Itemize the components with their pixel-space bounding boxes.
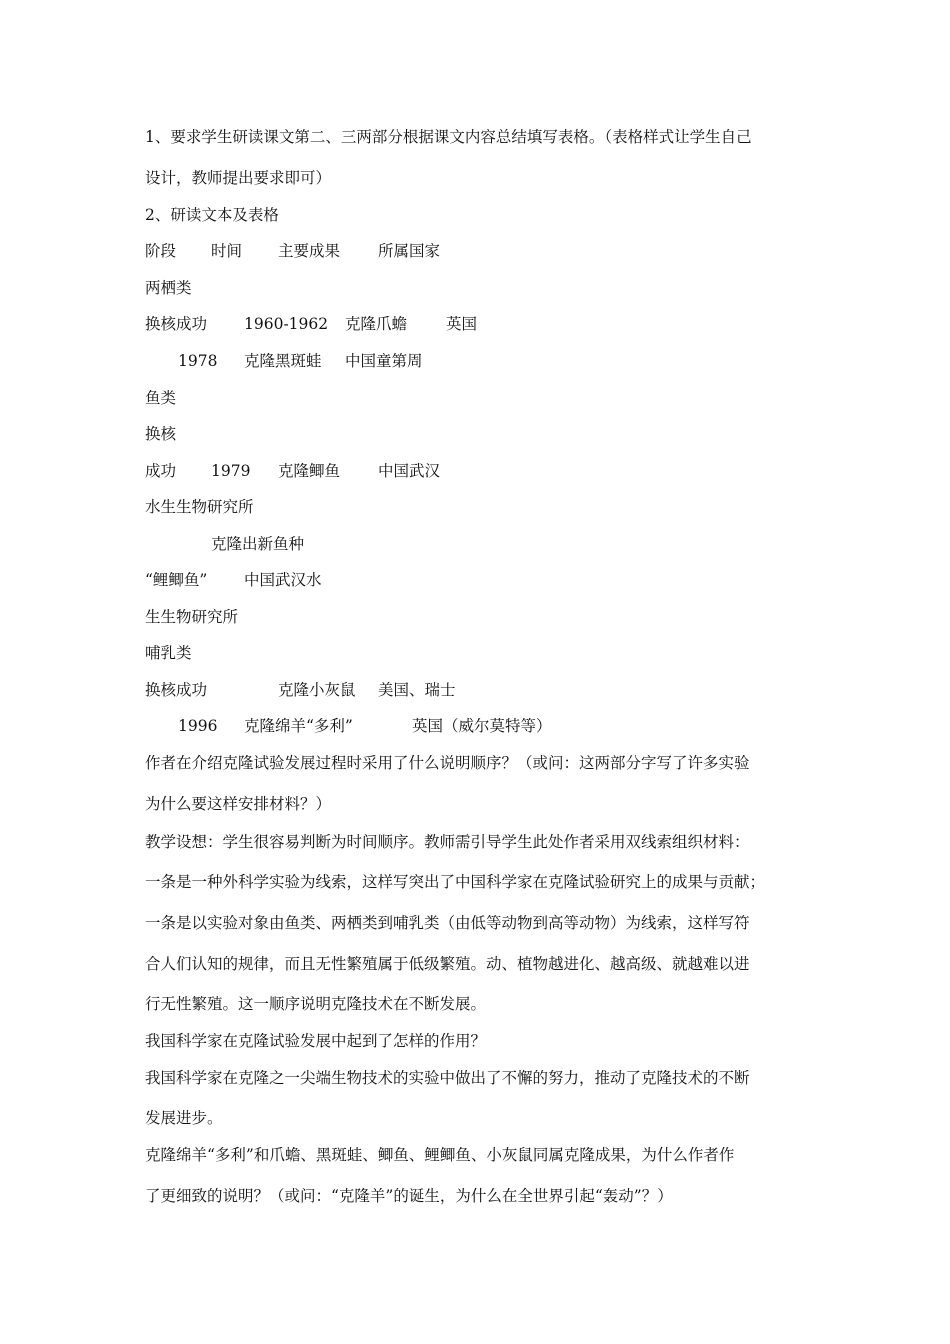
amphibian-stage: 换核成功 — [145, 315, 208, 333]
question-1-line-2: 为什么要这样安排材料？） — [145, 795, 332, 813]
mammal-row2-time: 1996 — [178, 717, 218, 735]
fish-row2-country: 中国武汉水 — [244, 571, 322, 589]
amphibian-row2-country: 中国童第周 — [345, 352, 423, 370]
fish-row2-result: 克隆出新鱼种 — [211, 535, 305, 553]
header-result: 主要成果 — [278, 242, 341, 260]
fish-stage-part2: 成功 — [145, 462, 177, 480]
amphibian-row2-time: 1978 — [178, 352, 218, 370]
teaching-idea-line-2: 一条是一种外科学实验为线索，这样写突出了中国科学家在克隆试验研究上的成果与贡献； — [145, 873, 766, 891]
answer-2-line-1: 我国科学家在克隆之一尖端生物技术的实验中做出了不懈的努力，推动了克隆技术的不断 — [145, 1069, 750, 1087]
fish-row2-result-cont: “鲤鲫鱼” — [145, 571, 208, 589]
fish-row1-result: 克隆鲫鱼 — [278, 462, 341, 480]
header-time: 时间 — [211, 242, 243, 260]
header-country: 所属国家 — [378, 242, 441, 260]
header-stage: 阶段 — [145, 242, 177, 260]
amphibian-row1-result: 克隆爪蟾 — [345, 315, 408, 333]
mammal-row2-result: 克隆绵羊“多利” — [244, 717, 353, 735]
instruction-line-2: 设计，教师提出要求即可） — [145, 169, 332, 187]
mammal-row1-result: 克隆小灰鼠 — [278, 681, 356, 699]
mammal-stage: 换核成功 — [145, 681, 208, 699]
question-3-line-2: 了更细致的说明？（或问：“克隆羊”的诞生，为什么在全世界引起“轰动”？） — [145, 1187, 673, 1205]
amphibian-row1-country: 英国 — [446, 315, 478, 333]
question-1-line-1: 作者在介绍克隆试验发展过程时采用了什么说明顺序？（或问：这两部分字写了许多实验 — [145, 754, 750, 772]
category-amphibian: 两栖类 — [145, 279, 192, 297]
question-3-line-1: 克隆绵羊“多利”和爪蟾、黑斑蛙、鲫鱼、鲤鲫鱼、小灰鼠同属克隆成果，为什么作者作 — [145, 1146, 735, 1164]
fish-row2-country-cont: 生生物研究所 — [145, 608, 239, 626]
amphibian-row2-result: 克隆黑斑蛙 — [244, 352, 322, 370]
instruction-line-1: 1、要求学生研读课文第二、三两部分根据课文内容总结填写表格。（表格样式让学生自己 — [145, 128, 752, 146]
fish-row1-country-cont: 水生生物研究所 — [145, 498, 254, 516]
answer-2-line-2: 发展进步。 — [145, 1109, 223, 1127]
category-mammal: 哺乳类 — [145, 644, 192, 662]
category-fish: 鱼类 — [145, 389, 177, 407]
fish-stage-part1: 换核 — [145, 425, 177, 443]
teaching-idea-line-4: 合人们认知的规律，而且无性繁殖属于低级繁殖。动、植物越进化、越高级、就越难以进 — [145, 955, 750, 973]
section-title: 2、研读文本及表格 — [145, 206, 279, 224]
fish-row1-time: 1979 — [211, 462, 251, 480]
question-2: 我国科学家在克隆试验发展中起到了怎样的作用？ — [145, 1032, 487, 1050]
teaching-idea-line-1: 教学设想：学生很容易判断为时间顺序。教师需引导学生此处作者采用双线索组织材料： — [145, 833, 750, 851]
fish-row1-country: 中国武汉 — [378, 462, 441, 480]
mammal-row2-country: 英国（威尔莫特等） — [412, 717, 552, 735]
teaching-idea-line-5: 行无性繁殖。这一顺序说明克隆技术在不断发展。 — [145, 995, 487, 1013]
amphibian-row1-time: 1960-1962 — [244, 315, 329, 333]
mammal-row1-country: 美国、瑞士 — [378, 681, 456, 699]
teaching-idea-line-3: 一条是以实验对象由鱼类、两栖类到哺乳类（由低等动物到高等动物）为线索，这样写符 — [145, 914, 750, 932]
